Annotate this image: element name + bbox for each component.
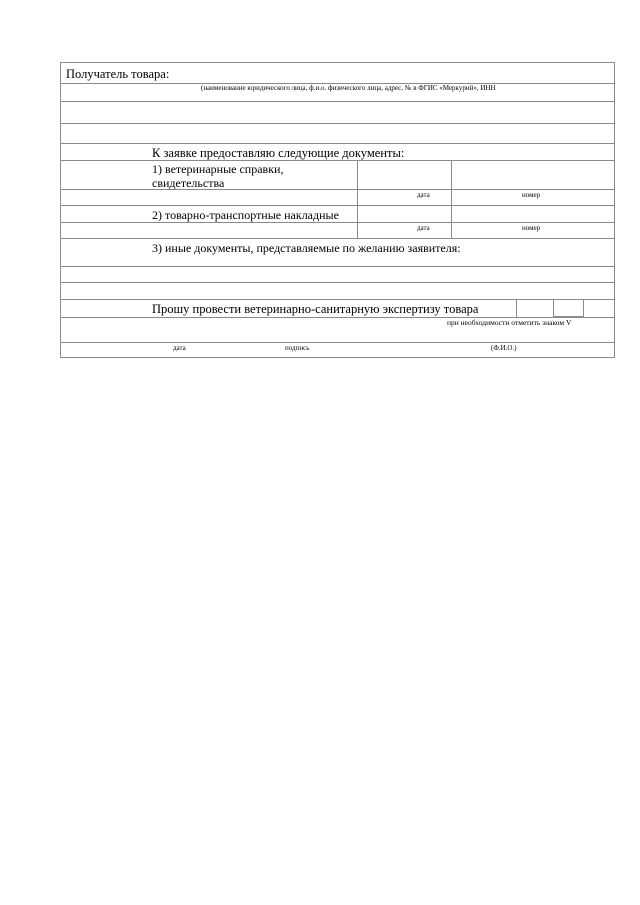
- expertise-checkbox[interactable]: [553, 299, 584, 317]
- row-divider: [61, 299, 614, 300]
- recipient-hint: (наименование юридического лица, ф.и.о. физического лица, адрес, № в ФГИС «Меркурий», ИНН: [201, 84, 496, 92]
- row-divider: [61, 282, 614, 283]
- application-form: [60, 62, 615, 358]
- row-divider: [61, 238, 614, 239]
- column-divider: [357, 160, 358, 205]
- column-divider: [516, 299, 517, 317]
- doc2-date-caption: дата: [417, 224, 430, 232]
- request-text: Прошу провести ветеринарно-санитарную экспертизу товара: [152, 302, 479, 316]
- row-divider: [61, 342, 614, 343]
- row-divider: [61, 160, 614, 161]
- recipient-label: Получатель товара:: [66, 67, 170, 81]
- row-divider: [61, 266, 614, 267]
- row-divider: [61, 143, 614, 144]
- row-divider: [61, 205, 614, 206]
- signature-sign-caption: подпись: [285, 344, 310, 352]
- doc1-label-line2: свидетельства: [152, 176, 225, 190]
- doc1-label-line1: 1) ветеринарные справки,: [152, 162, 284, 176]
- column-divider: [451, 205, 452, 238]
- doc2-label: 2) товарно-транспортные накладные: [152, 208, 339, 222]
- row-divider: [61, 101, 614, 102]
- row-divider: [61, 222, 614, 223]
- doc1-number-caption: номер: [522, 191, 541, 199]
- mark-hint: при необходимости отметить знаком V: [447, 318, 572, 327]
- row-divider: [61, 123, 614, 124]
- column-divider: [357, 205, 358, 238]
- signature-date-caption: дата: [173, 344, 186, 352]
- documents-heading: К заявке предоставляю следующие документы:: [152, 146, 405, 160]
- column-divider: [451, 160, 452, 205]
- doc2-number-caption: номер: [522, 224, 541, 232]
- doc1-date-caption: дата: [417, 191, 430, 199]
- signature-fio-caption: (Ф.И.О.): [491, 344, 517, 352]
- row-divider: [61, 189, 614, 190]
- doc3-label: 3) иные документы, представляемые по желанию заявителя:: [152, 241, 461, 255]
